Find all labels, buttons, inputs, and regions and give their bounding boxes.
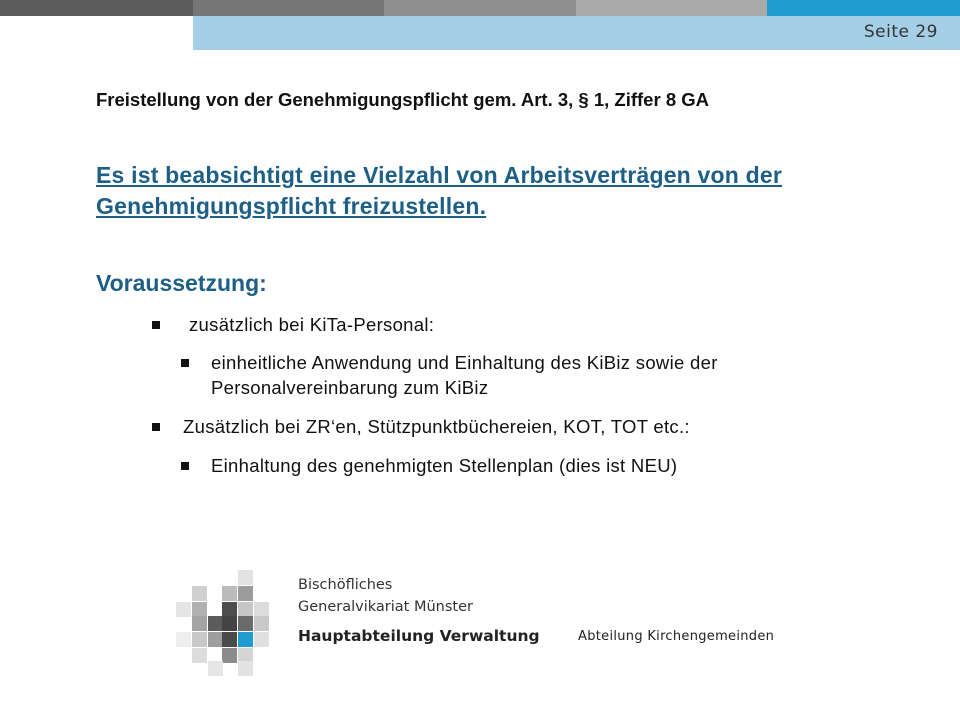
top-color-bar xyxy=(0,0,960,16)
bullet-square-icon xyxy=(181,359,189,367)
org-name-line1: Bischöfliches xyxy=(298,577,393,593)
bullet-text: Zusätzlich bei ZR‘en, Stützpunktbüchereien, KOT, TOT etc.: xyxy=(183,416,690,437)
top-bar-segment xyxy=(384,0,576,16)
diocese-cross-logo-icon xyxy=(176,570,276,676)
bullet-square-icon xyxy=(181,462,189,470)
bullet-text: einheitliche Anwendung und Einhaltung des KiBiz sowie der Personalvereinbarung zum KiBiz xyxy=(211,352,718,398)
bullet-item xyxy=(152,414,690,439)
top-bar-segment xyxy=(576,0,767,16)
org-name-line3: Hauptabteilung Verwaltung xyxy=(298,627,540,645)
bullet-square-icon xyxy=(152,321,160,329)
top-bar-segment xyxy=(767,0,960,16)
bullet-text: Einhaltung des genehmigten Stellenplan (dies ist NEU) xyxy=(211,455,678,476)
top-bar-segment xyxy=(0,0,193,16)
bullet-text: zusätzlich bei KiTa-Personal: xyxy=(189,314,435,335)
top-bar-segment xyxy=(193,0,384,16)
org-name-line2: Generalvikariat Münster xyxy=(298,599,473,615)
bullet-square-icon xyxy=(152,423,160,431)
department-label: Abteilung Kirchengemeinden xyxy=(578,629,775,644)
slide-headline: Es ist beabsichtigt eine Vielzahl von Arbeitsverträgen von der Genehmigungspflicht freizustellen. xyxy=(96,162,782,219)
sub-bullet-item xyxy=(181,453,677,478)
header-band xyxy=(193,16,960,50)
bullet-item xyxy=(152,312,434,337)
slide-subtitle: Freistellung von der Genehmigungspflicht gem. Art. 3, § 1, Ziffer 8 GA xyxy=(96,89,709,110)
page-number: Seite 29 xyxy=(863,22,938,42)
section-title: Voraussetzung: xyxy=(96,270,267,296)
sub-bullet-item xyxy=(181,350,871,400)
